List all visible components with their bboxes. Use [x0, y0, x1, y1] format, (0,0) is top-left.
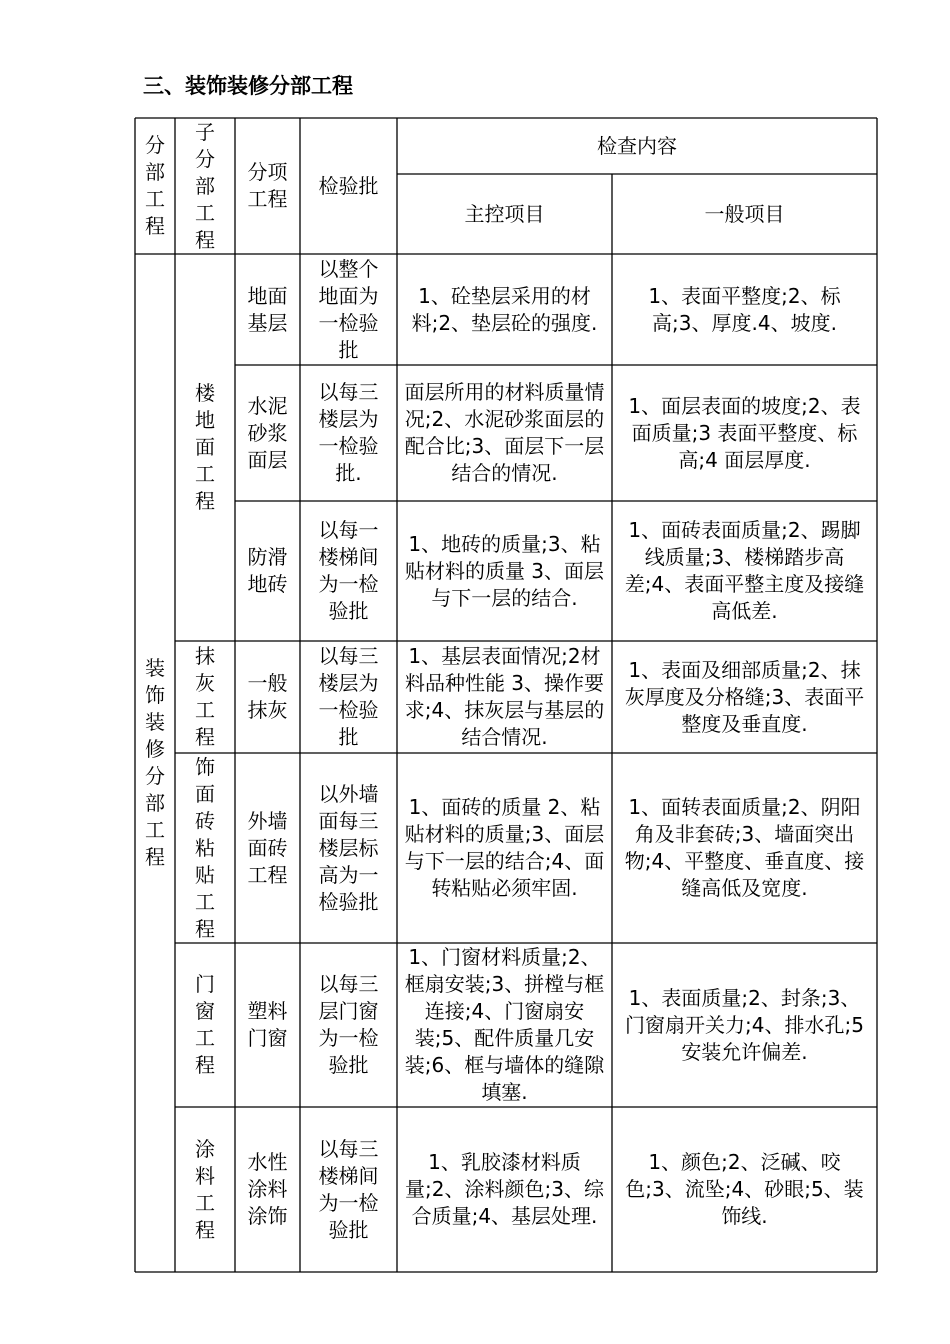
batch-cell: [300, 1107, 397, 1272]
general-cell: [612, 365, 877, 501]
batch-cell: [300, 943, 397, 1107]
item-label: 一般抹灰: [247, 671, 288, 722]
header-item-label: 分项工程: [247, 160, 288, 211]
general-label: 1、表面平整度;2、标高;3、厚度.4、坡度.: [648, 283, 841, 335]
general-label: 1、面砖表面质量;2、踢脚线质量;3、楼梯踏步高差;4、表面平整主度及接缝高低差.: [624, 518, 865, 623]
item-label: 水泥砂浆面层: [247, 393, 288, 472]
general-label: 1、表面及细部质量;2、抹灰厚度及分格缝;3、表面平整度及垂直度.: [624, 657, 865, 736]
header-main-label: 主控项目: [464, 201, 545, 226]
general-cell: [612, 753, 877, 943]
main-label: 1、乳胶漆材料质量;2、涂料颜色;3、综合质量;4、基层处理.: [405, 1150, 604, 1228]
batch-label: 以每三楼层为一检验批: [318, 644, 379, 749]
table-row: [235, 365, 300, 501]
header-main: [397, 174, 612, 254]
header-division-label: 分部工程: [145, 133, 165, 238]
main-cell: [397, 1107, 612, 1272]
item-label: 水性涂料涂饰: [247, 1150, 288, 1228]
table-row: [235, 1107, 300, 1272]
main-label: 1、地砖的质量;3、粘贴材料的质量 3、面层与下一层的结合.: [404, 531, 605, 610]
subdivision-label: 饰面砖粘贴工程: [195, 754, 215, 941]
header-subdivision: [175, 118, 235, 254]
batch-cell: [300, 753, 397, 943]
table-row: [235, 753, 300, 943]
main-cell: [397, 943, 612, 1107]
main-label: 1、砼垫层采用的材料;2、垫层砼的强度.: [411, 283, 598, 335]
table-row: [235, 943, 300, 1107]
subdivision-cell: [175, 753, 235, 943]
header-content: [397, 118, 877, 174]
main-label: 1、门窗材料质量;2、框扇安装;3、拼樘与框连接;4、门窗扇安装;5、配件质量几安装;6、框与墙体的缝隙填塞.: [404, 945, 605, 1104]
item-label: 塑料门窗: [247, 999, 288, 1050]
main-cell: [397, 753, 612, 943]
batch-label: 以每一楼梯间为一检验批: [318, 518, 379, 623]
table-row: [235, 501, 300, 641]
main-label: 面层所用的材料质量情况;2、水泥砂浆面层的配合比;3、面层下一层结合的情况.: [404, 380, 605, 485]
general-label: 1、颜色;2、泛碱、咬色;3、流坠;4、砂眼;5、装饰线.: [625, 1150, 864, 1228]
subdivision-label: 涂料工程: [195, 1136, 215, 1242]
header-item: [235, 118, 300, 254]
main-cell: [397, 641, 612, 753]
header-general: [612, 174, 877, 254]
item-label: 防滑地砖: [247, 545, 288, 596]
subdivision-label: 门窗工程: [195, 972, 215, 1077]
batch-cell: [300, 641, 397, 753]
main-cell: [397, 254, 612, 365]
general-label: 1、表面质量;2、封条;3、门窗扇开关力;4、排水孔;5 安装允许偏差.: [625, 985, 864, 1064]
batch-cell: [300, 501, 397, 641]
division-label: 装饰装修分部工程: [145, 656, 165, 869]
subdivision-cell: [175, 943, 235, 1107]
main-cell: [397, 365, 612, 501]
subdivision-cell: [175, 254, 235, 641]
header-general-label: 一般项目: [704, 201, 785, 226]
table-row: [235, 254, 300, 365]
general-cell: [612, 501, 877, 641]
general-cell: [612, 1107, 877, 1272]
page-title: 三、装饰装修分部工程: [143, 74, 353, 98]
subdivision-cell: [175, 1107, 235, 1272]
header-batch-label: 检验批: [318, 173, 379, 198]
main-label: 1、基层表面情况;2材料品种性能 3、操作要求;4、抹灰层与基层的结合情况.: [404, 644, 605, 749]
batch-label: 以整个地面为一检验批: [318, 256, 379, 362]
main-cell: [397, 501, 612, 641]
header-content-label: 检查内容: [597, 133, 677, 158]
subdivision-label: 楼地面工程: [195, 381, 215, 513]
batch-label: 以每三楼层为一检验批.: [318, 380, 379, 485]
item-label: 地面基层: [247, 283, 288, 335]
general-cell: [612, 254, 877, 365]
batch-cell: [300, 254, 397, 365]
batch-cell: [300, 365, 397, 501]
division-cell: [135, 254, 175, 1272]
header-batch: [300, 118, 397, 254]
subdivision-label: 抹灰工程: [195, 644, 215, 749]
batch-label: 以每三层门窗为一检验批: [318, 972, 379, 1077]
header-division: [135, 118, 175, 254]
table-row: [235, 641, 300, 753]
main-label: 1、面砖的质量 2、粘贴材料的质量;3、面层与下一层的结合;4、面转粘贴必须牢固.: [404, 795, 605, 900]
item-label: 外墙面砖工程: [247, 808, 288, 887]
general-cell: [612, 943, 877, 1107]
general-label: 1、面层表面的坡度;2、表面质量;3 表面平整度、标高;4 面层厚度.: [628, 393, 861, 472]
batch-label: 以每三楼梯间为一检验批: [318, 1136, 379, 1242]
general-label: 1、面转表面质量;2、阴阳角及非套砖;3、墙面突出物;4、平整度、垂直度、接缝高低及宽度.: [624, 795, 865, 900]
general-cell: [612, 641, 877, 753]
subdivision-cell: [175, 641, 235, 753]
header-subdivision-label: 子分部工程: [195, 119, 215, 252]
batch-label: 以外墙面每三楼层标高为一检验批: [318, 781, 379, 914]
